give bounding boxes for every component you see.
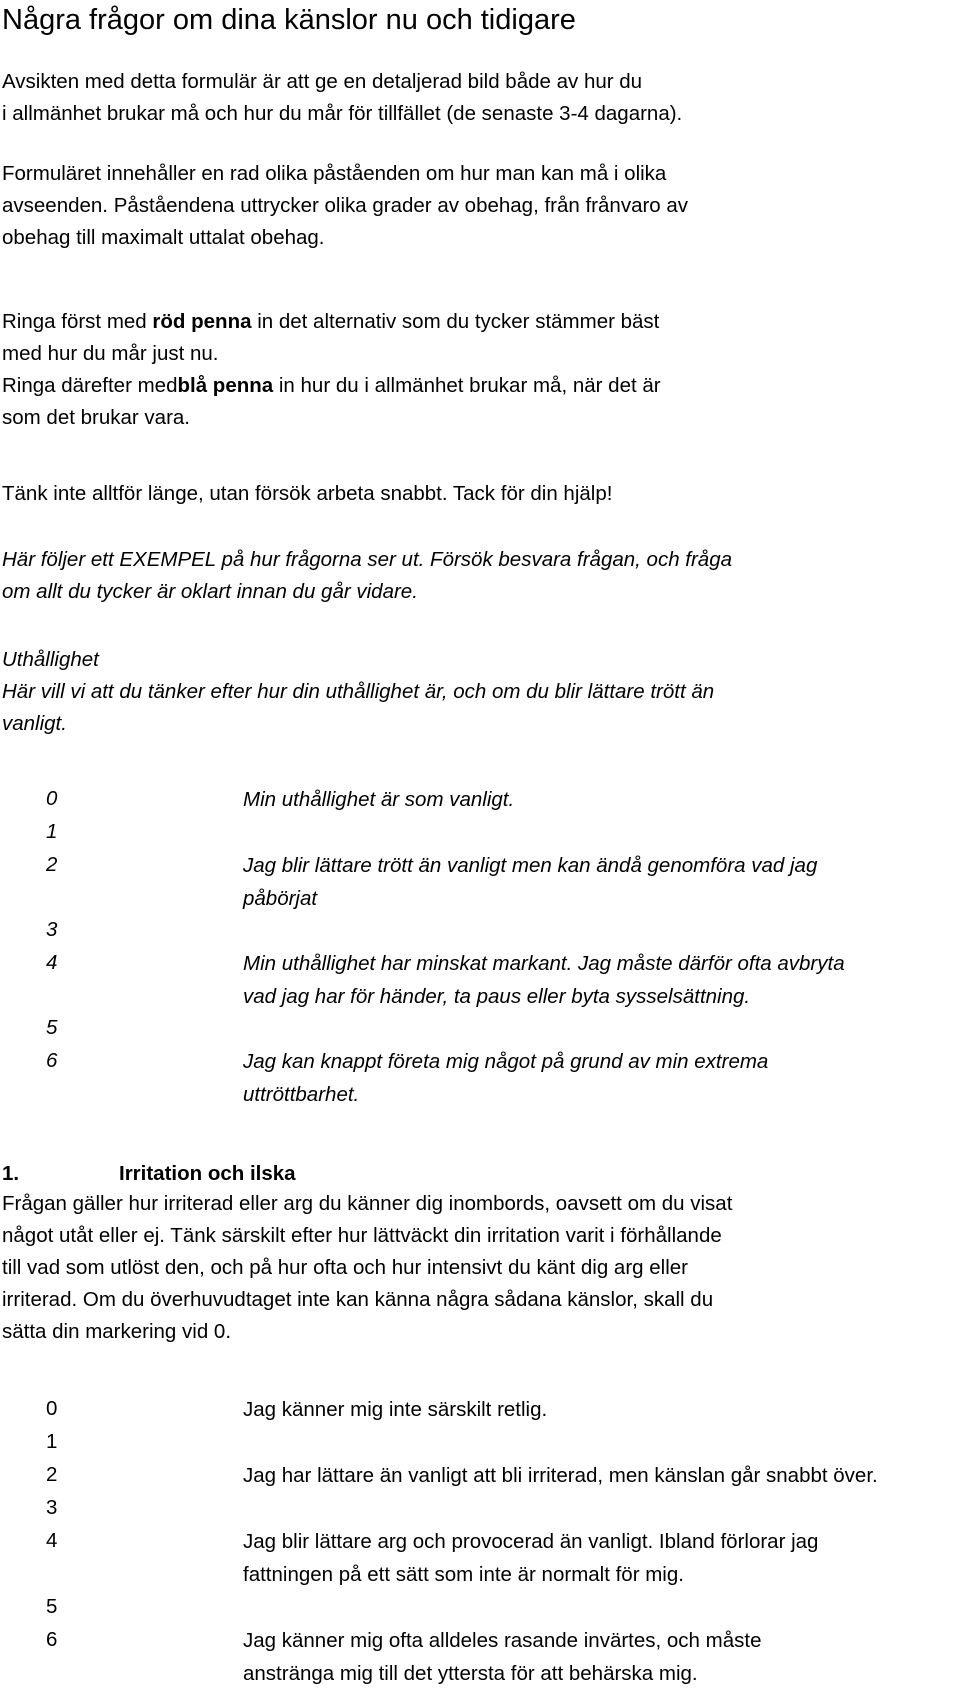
intro-p2-line: obehag till maximalt uttalat obehag. xyxy=(2,226,325,249)
example-scale-2[interactable]: 2 xyxy=(46,853,58,876)
intro-p3-line: med hur du mår just nu. xyxy=(2,342,219,365)
example-description-line: vanligt. xyxy=(2,712,67,735)
intro-p2-line: avseenden. Påståendena uttrycker olika grader av obehag, från frånvaro av xyxy=(2,194,689,217)
example-scale-5[interactable]: 5 xyxy=(46,1016,58,1039)
example-description-line: Här vill vi att du tänker efter hur din uthållighet är, och om du blir lättare trött än xyxy=(2,680,715,703)
blue-pen-instruction: Ringa därefter medblå penna in hur du i allmänhet brukar må, när det är xyxy=(2,374,661,397)
question-description xyxy=(2,1188,732,1348)
thank-you-text: Tänk inte alltför länge, utan försök arbeta snabbt. Tack för din hjälp! xyxy=(2,482,613,505)
q1-option-0 xyxy=(243,1393,547,1426)
option-line: uttröttbarhet. xyxy=(243,1083,360,1106)
intro-paragraph-4 xyxy=(2,478,612,510)
q1-scale-3[interactable]: 3 xyxy=(46,1496,58,1519)
option-line: Jag blir lättare arg och provocerad än vanligt. Ibland förlorar jag xyxy=(243,1530,819,1553)
option-line: Jag känner mig ofta alldeles rasande invärtes, och måste xyxy=(243,1629,762,1652)
option-line: vad jag har för händer, ta paus eller byta sysselsättning. xyxy=(243,985,751,1008)
question-title: Irritation och ilska xyxy=(119,1162,296,1185)
example-option-6 xyxy=(243,1045,768,1111)
intro-p3-line: som det brukar vara. xyxy=(2,406,190,429)
page-title: Några frågor om dina känslor nu och tidigare xyxy=(2,4,576,36)
option-line: Jag kan knappt företa mig något på grund av min extrema xyxy=(243,1050,769,1073)
example-heading: Uthållighet xyxy=(2,648,99,671)
intro-paragraph-3 xyxy=(2,306,659,370)
question-description-line: Frågan gäller hur irriterad eller arg du känner dig inombords, oavsett om du visat xyxy=(2,1192,733,1215)
q1-option-4 xyxy=(243,1525,818,1591)
option-line: Jag blir lättare trött än vanligt men kan ändå genomföra vad jag xyxy=(243,854,818,877)
question-description-line: till vad som utlöst den, och på hur ofta och hur intensivt du känt dig arg eller xyxy=(2,1256,688,1279)
question-description-line: sätta din markering vid 0. xyxy=(2,1320,232,1343)
example-option-4 xyxy=(243,947,845,1013)
intro-p1-line: Avsikten med detta formulär är att ge en detaljerad bild både av hur du xyxy=(2,70,643,93)
intro-p2-line: Formuläret innehåller en rad olika påståenden om hur man kan må i olika xyxy=(2,162,667,185)
example-scale-6[interactable]: 6 xyxy=(46,1049,58,1072)
example-option-0 xyxy=(243,783,514,816)
example-intro-line: Här följer ett EXEMPEL på hur frågorna ser ut. Försök besvara frågan, och fråga xyxy=(2,548,733,571)
red-pen-label: röd penna xyxy=(152,310,252,333)
red-pen-instruction: Ringa först med röd penna in det alternativ som du tycker stämmer bäst xyxy=(2,310,660,333)
q1-scale-0[interactable]: 0 xyxy=(46,1397,58,1420)
option-line: påbörjat xyxy=(243,887,318,910)
question-description-line: något utåt eller ej. Tänk särskilt efter hur lättväckt din irritation varit i förhållande xyxy=(2,1224,722,1247)
option-line: fattningen på ett sätt som inte är normalt för mig. xyxy=(243,1563,684,1586)
q1-scale-2[interactable]: 2 xyxy=(46,1463,58,1486)
example-scale-3[interactable]: 3 xyxy=(46,918,58,941)
question-number: 1. xyxy=(2,1162,20,1185)
q1-option-2 xyxy=(243,1459,878,1492)
intro-paragraph-3b xyxy=(2,370,661,434)
intro-p1-line: i allmänhet brukar må och hur du mår för tillfället (de senaste 3-4 dagarna). xyxy=(2,102,683,125)
example-scale-0[interactable]: 0 xyxy=(46,787,58,810)
option-line: Jag har lättare än vanligt att bli irriterad, men känslan går snabbt över. xyxy=(243,1464,878,1487)
option-line: anstränga mig till det yttersta för att behärska mig. xyxy=(243,1662,698,1685)
q1-scale-5[interactable]: 5 xyxy=(46,1595,58,1618)
example-scale-1[interactable]: 1 xyxy=(46,820,58,843)
q1-scale-6[interactable]: 6 xyxy=(46,1628,58,1651)
blue-pen-label: blå penna xyxy=(177,374,274,397)
option-line: Min uthållighet är som vanligt. xyxy=(243,788,515,811)
intro-paragraph-2 xyxy=(2,158,688,254)
option-line: Min uthållighet har minskat markant. Jag måste därför ofta avbryta xyxy=(243,952,845,975)
option-line: Jag känner mig inte särskilt retlig. xyxy=(243,1398,548,1421)
q1-scale-4[interactable]: 4 xyxy=(46,1529,58,1552)
q1-scale-1[interactable]: 1 xyxy=(46,1430,58,1453)
example-intro xyxy=(2,544,732,608)
example-section xyxy=(2,644,714,740)
intro-paragraph-1 xyxy=(2,66,682,130)
question-description-line: irriterad. Om du överhuvudtaget inte kan känna några sådana känslor, skall du xyxy=(2,1288,714,1311)
q1-option-6 xyxy=(243,1624,761,1690)
example-scale-4[interactable]: 4 xyxy=(46,951,58,974)
example-option-2 xyxy=(243,849,817,915)
example-intro-line: om allt du tycker är oklart innan du går vidare. xyxy=(2,580,418,603)
